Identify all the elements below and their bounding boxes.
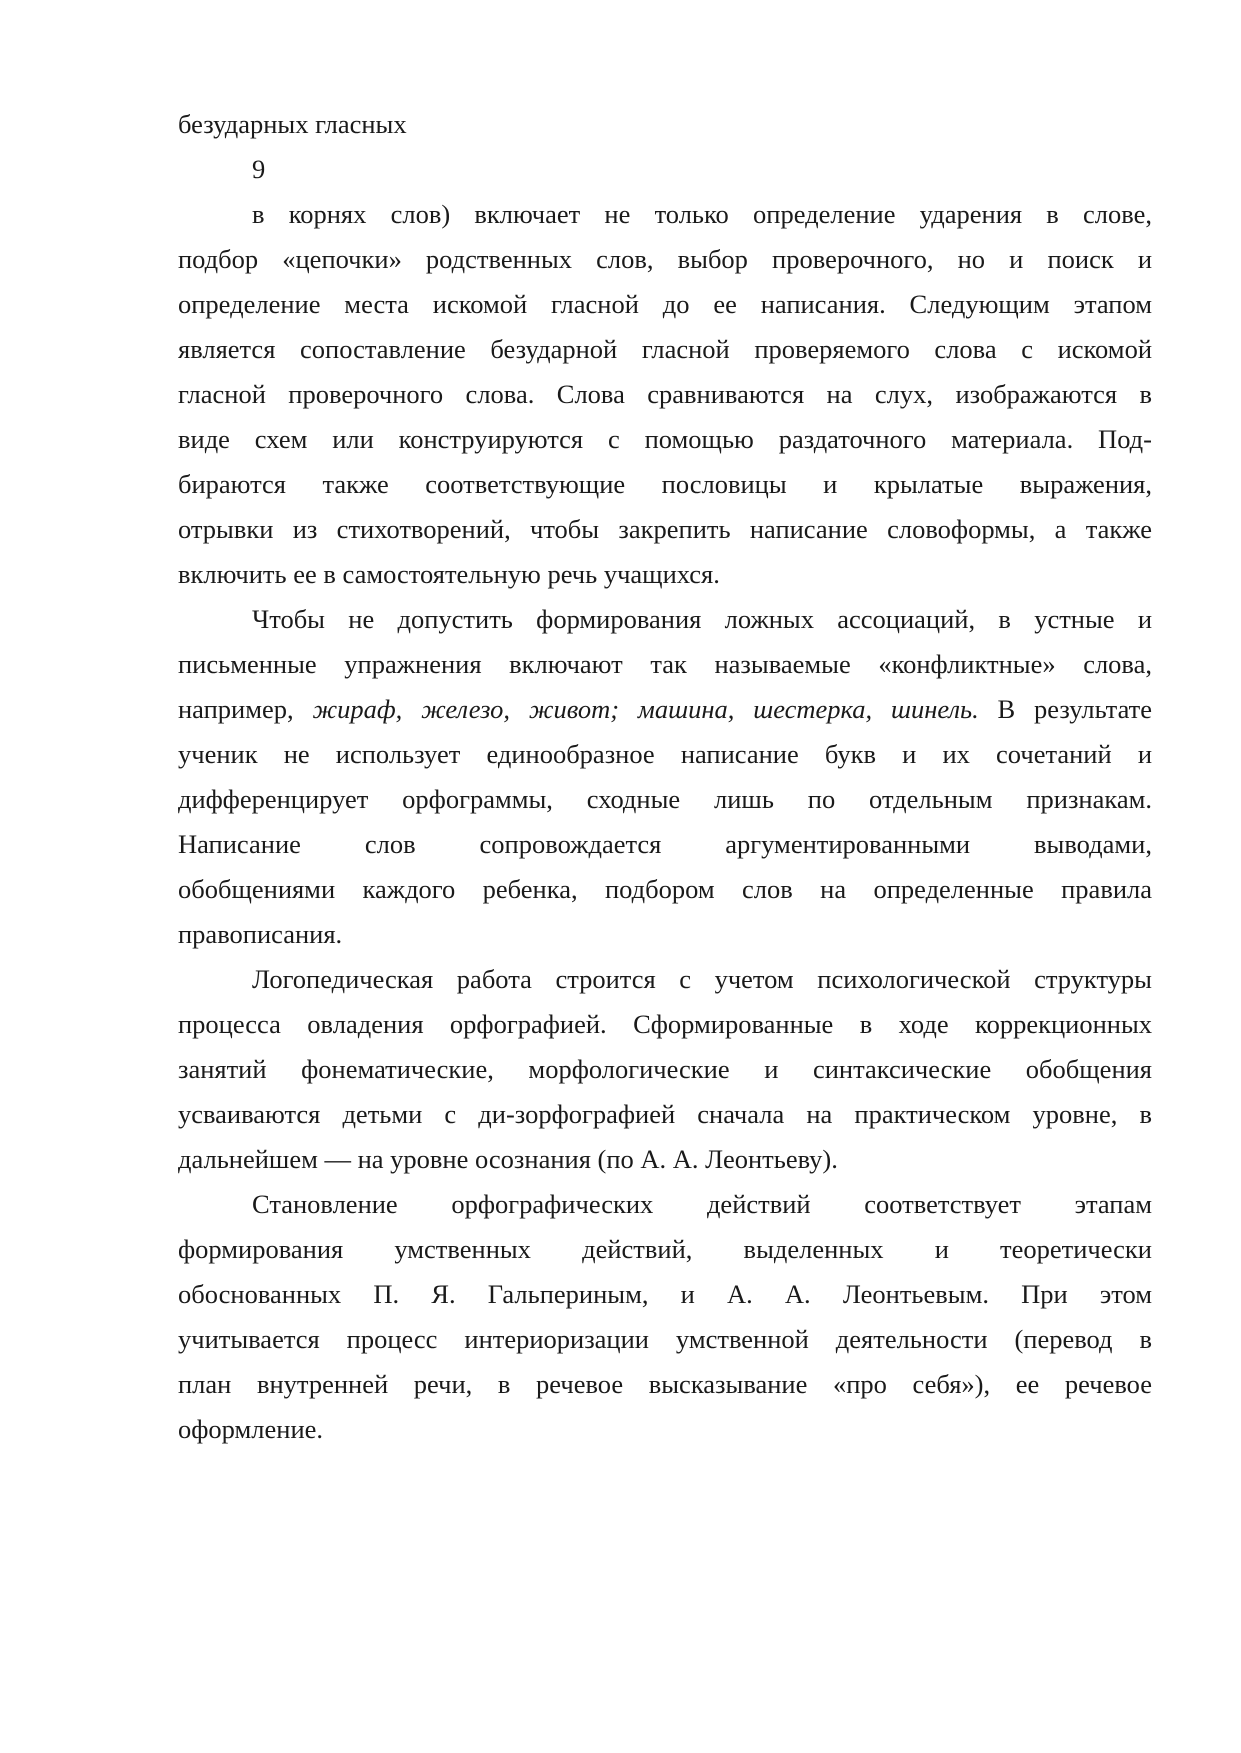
text-line: обобщениями каждого ребенка, подбором слов на определенные правила — [178, 874, 1152, 904]
header-line: безударных гласных — [178, 109, 407, 139]
text-line: ученик не использует единообразное написание букв и их сочетаний и — [178, 739, 1152, 769]
text-segment: В результате — [978, 694, 1152, 724]
text-line: Становление орфографических действий соответствует этапам — [252, 1189, 1152, 1219]
text-line: Логопедическая работа строится с учетом психологической структуры — [252, 964, 1152, 994]
text-line: план внутренней речи, в речевое высказывание «про себя»), ее речевое — [178, 1369, 1152, 1399]
text-line: бираются также соответствующие пословицы и крылатые выражения, — [178, 469, 1152, 499]
page-number: 9 — [252, 154, 266, 184]
text-line: письменные упражнения включают так называемые «конфликтные» слова, — [178, 649, 1152, 679]
text-line: Чтобы не допустить формирования ложных ассоциаций, в устные и — [252, 604, 1152, 634]
text-line: учитывается процесс интериоризации умственной деятельности (перевод в — [178, 1324, 1152, 1354]
italic-examples: жираф, железо, живот; машина, шестерка, шинель. — [312, 694, 979, 724]
text-line: процесса овладения орфографией. Сформированные в ходе коррекционных — [178, 1009, 1152, 1039]
text-line: оформление. — [178, 1414, 324, 1444]
text-line: является сопоставление безударной гласной проверяемого слова с искомой — [178, 334, 1152, 364]
text-line: дальнейшем — на уровне осознания (по А. А. Леонтьеву). — [178, 1144, 838, 1174]
text-line: формирования умственных действий, выделенных и теоретически — [178, 1234, 1152, 1264]
text-line: Написание слов сопровождается аргументированными выводами, — [178, 829, 1152, 859]
text-line-with-italic — [178, 691, 1152, 727]
text-line: обоснованных П. Я. Гальпериным, и А. А. Леонтьевым. При этом — [178, 1279, 1152, 1309]
text-line: гласной проверочного слова. Слова сравниваются на слух, изображаются в — [178, 379, 1152, 409]
text-line: правописания. — [178, 919, 343, 949]
text-line: усваиваются детьми с ди-зорфографией сначала на практическом уровне, в — [178, 1099, 1152, 1129]
text-line: определение места искомой гласной до ее написания. Следующим этапом — [178, 289, 1152, 319]
text-line: дифференцирует орфограммы, сходные лишь по отдельным признакам. — [178, 784, 1152, 814]
text-line: включить ее в самостоятельную речь учащихся. — [178, 559, 720, 589]
text-line: в корнях слов) включает не только определение ударения в слове, — [252, 199, 1152, 229]
text-segment: например, — [178, 694, 313, 724]
text-line: подбор «цепочки» родственных слов, выбор проверочного, но и поиск и — [178, 244, 1152, 274]
text-line: занятий фонематические, морфологические и синтаксические обобщения — [178, 1054, 1152, 1084]
text-line: виде схем или конструируются с помощью раздаточного материала. Под- — [178, 424, 1152, 454]
text-line: отрывки из стихотворений, чтобы закрепить написание словоформы, а также — [178, 514, 1152, 544]
